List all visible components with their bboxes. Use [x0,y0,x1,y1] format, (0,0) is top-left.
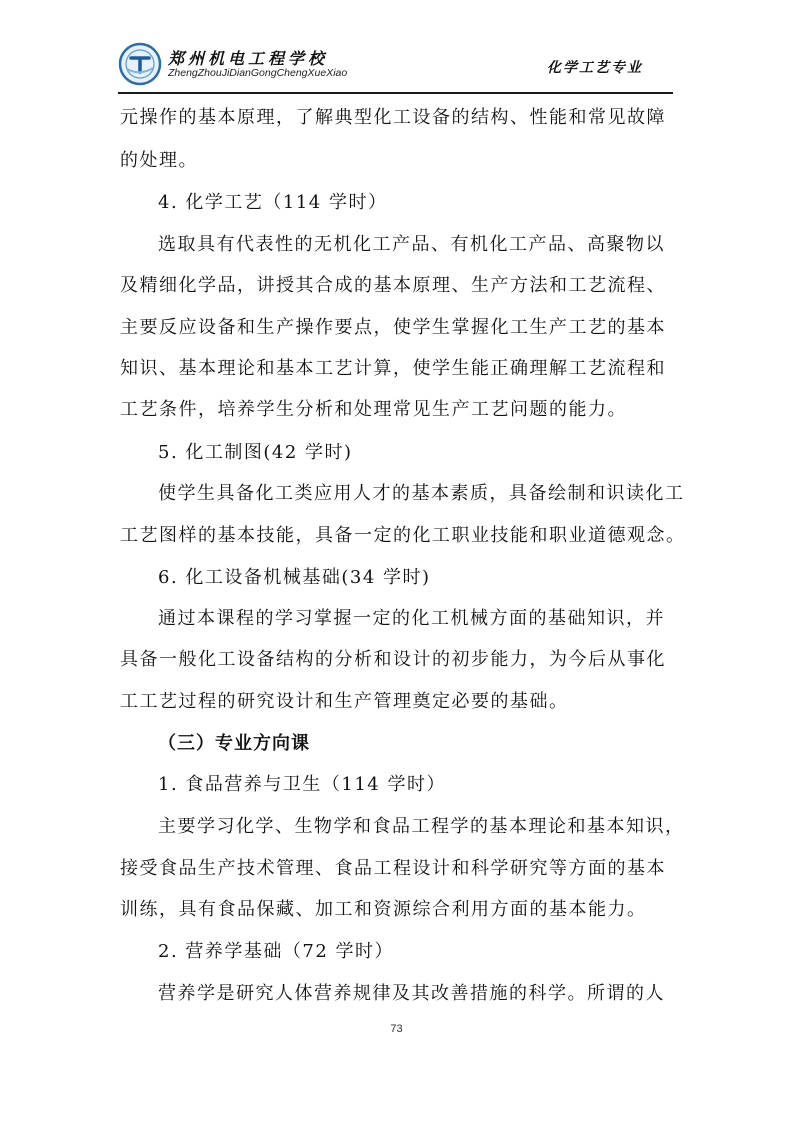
text-line: 训练，具有食品保藏、加工和资源综合利用方面的基本能力。 [120,899,647,920]
school-name-cn: 郑州机电工程学校 [168,49,329,68]
text-line: 元操作的基本原理，了解典型化工设备的结构、性能和常见故障 [120,107,666,128]
text-line: 选取具有代表性的无机化工产品、有机化工产品、高聚物以 [158,234,665,255]
text-line: 使学生具备化工类应用人才的基本素质，具备绘制和识读化工 [158,483,685,504]
text-line: 工艺图样的基本技能，具备一定的化工职业技能和职业道德观念。 [120,525,686,546]
text-line: 通过本课程的学习掌握一定的化工机械方面的基础知识，并 [158,608,665,629]
page-number: 73 [390,1023,403,1035]
text-line: 及精细化学品，讲授其合成的基本原理、生产方法和工艺流程、 [120,275,666,296]
text-line: 主要反应设备和生产操作要点，使学生掌握化工生产工艺的基本 [120,317,666,338]
text-line: 工艺条件，培养学生分析和处理常见生产工艺问题的能力。 [120,399,627,420]
section-heading: 6. 化工设备机械基础(34 学时) [158,567,431,588]
section-heading: 4. 化学工艺（114 学时） [158,192,388,213]
section-heading: 1. 食品营养与卫生（114 学时） [158,774,446,795]
text-line: 知识、基本理论和基本工艺计算，使学生能正确理解工艺流程和 [120,358,666,379]
chapter-heading: （三）专业方向课 [158,733,310,754]
section-heading: 5. 化工制图(42 学时) [158,442,353,463]
school-name-en: ZhengZhouJiDianGongChengXueXiao [168,67,348,79]
text-line: 营养学是研究人体营养规律及其改善措施的科学。所谓的人 [158,983,665,1004]
text-line: 接受食品生产技术管理、食品工程设计和科学研究等方面的基本 [120,858,666,879]
text-line: 工工艺过程的研究设计和生产管理奠定必要的基础。 [120,691,569,712]
text-line: 的处理。 [120,150,198,171]
page-header [118,38,673,94]
major-title: 化学工艺专业 [547,60,643,76]
section-heading: 2. 营养学基础（72 学时） [158,941,395,962]
text-line: 主要学习化学、生物学和食品工程学的基本理论和基本知识， [158,816,685,837]
school-logo-icon [118,42,162,86]
text-line: 具备一般化工设备结构的分析和设计的初步能力，为今后从事化 [120,649,666,670]
